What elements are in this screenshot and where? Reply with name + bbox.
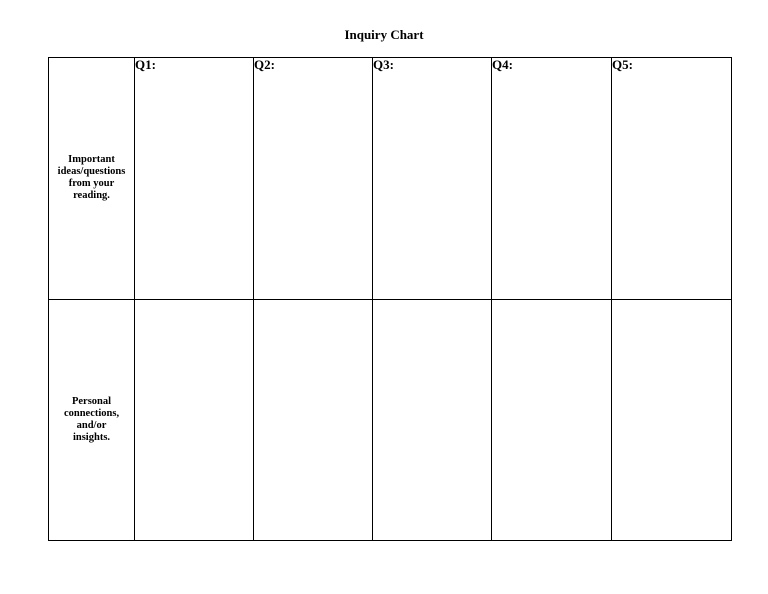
row-label-personal-connections: Personal connections, and/or insights. <box>63 395 120 443</box>
row-label-important-ideas: Important ideas/questions from your reading. <box>57 154 126 202</box>
table-row-personal-connections <box>49 299 732 541</box>
inquiry-chart-table <box>48 57 732 541</box>
q1-header: Q1: <box>135 57 156 72</box>
q3-header: Q3: <box>373 57 394 72</box>
q2-cell[interactable] <box>254 58 373 300</box>
q4-connections-cell[interactable] <box>492 299 612 541</box>
q3-cell[interactable] <box>373 58 492 300</box>
table-row-important-ideas <box>49 58 732 300</box>
q5-header: Q5: <box>612 57 633 72</box>
row-label-cell <box>49 299 135 541</box>
q1-cell[interactable] <box>135 58 254 300</box>
q1-connections-cell[interactable] <box>135 299 254 541</box>
q5-cell[interactable] <box>612 58 732 300</box>
row-label-cell <box>49 58 135 300</box>
page-title: Inquiry Chart <box>344 27 424 42</box>
q2-connections-cell[interactable] <box>254 299 373 541</box>
q5-connections-cell[interactable] <box>612 299 732 541</box>
q4-header: Q4: <box>492 57 513 72</box>
q3-connections-cell[interactable] <box>373 299 492 541</box>
q2-header: Q2: <box>254 57 275 72</box>
q4-cell[interactable] <box>492 58 612 300</box>
